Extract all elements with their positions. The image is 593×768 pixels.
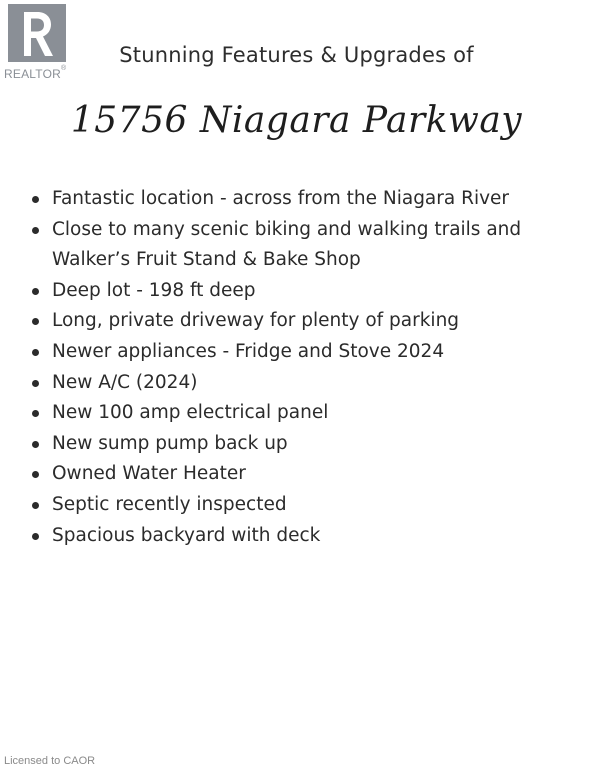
feature-text: New A/C (2024)	[52, 371, 198, 393]
list-item	[30, 306, 560, 337]
list-item	[30, 429, 560, 460]
list-item	[30, 184, 560, 215]
page-subtitle: Stunning Features & Upgrades of	[119, 43, 474, 67]
bullet-icon	[32, 349, 39, 356]
bullet-icon	[32, 410, 39, 417]
feature-text: Septic recently inspected	[52, 493, 287, 515]
list-item	[30, 490, 560, 521]
bullet-icon	[32, 318, 39, 325]
realtor-wordmark	[4, 67, 66, 81]
feature-text: Close to many scenic biking and walking trails and Walker’s Fruit Stand & Bake Shop	[52, 218, 522, 271]
feature-text: Deep lot - 198 ft deep	[52, 279, 256, 301]
list-item	[30, 521, 560, 552]
feature-text: New 100 amp electrical panel	[52, 402, 329, 424]
realtor-wordmark-text: REALTOR	[4, 67, 61, 81]
list-item	[30, 337, 560, 368]
feature-text: Fantastic location - across from the Niagara River	[52, 188, 510, 209]
bullet-icon	[32, 227, 39, 234]
bullet-icon	[32, 441, 39, 448]
address-title: 15756 Niagara Parkway	[70, 100, 523, 141]
feature-text: Long, private driveway for plenty of parking	[52, 310, 460, 332]
feature-text: Owned Water Heater	[52, 463, 246, 485]
bullet-icon	[32, 380, 39, 387]
list-item	[30, 368, 560, 399]
bullet-icon	[32, 471, 39, 478]
bullet-icon	[32, 533, 39, 540]
registered-mark: ®	[60, 65, 67, 72]
bullet-icon	[32, 196, 39, 203]
feature-list	[30, 184, 560, 551]
list-item	[30, 215, 560, 276]
feature-text: Newer appliances - Fridge and Stove 2024	[52, 340, 445, 362]
feature-text: Spacious backyard with deck	[52, 524, 321, 546]
bullet-icon	[32, 502, 39, 509]
list-item	[30, 459, 560, 490]
feature-text: New sump pump back up	[52, 432, 288, 454]
list-item	[30, 398, 560, 429]
list-item	[30, 276, 560, 307]
license-text: Licensed to CAOR	[4, 755, 96, 767]
bullet-icon	[32, 288, 39, 295]
